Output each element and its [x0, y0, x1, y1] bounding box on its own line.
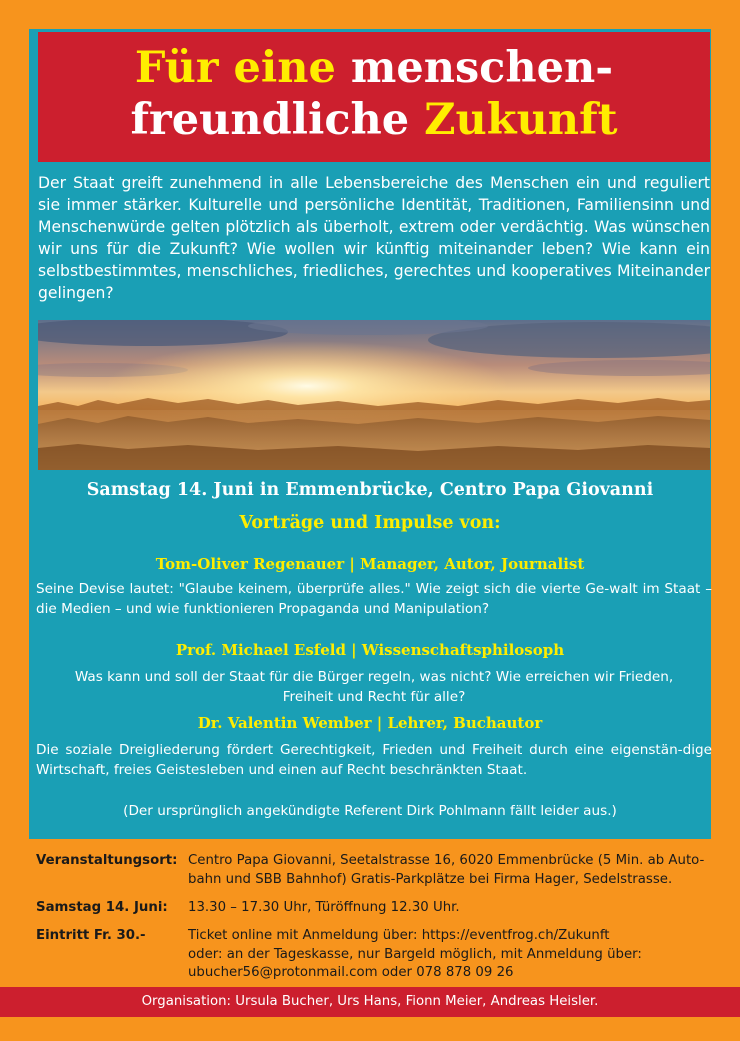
info-value-venue: [188, 852, 708, 889]
title-text-1: menschen-: [335, 43, 614, 93]
info-label-venue: Veranstaltungsort:: [36, 853, 178, 868]
cancellation-note: (Der ursprünglich angekündigte Referent Dirk Pohlmann fällt leider aus.): [123, 803, 617, 819]
speaker-3-description: Die soziale Dreigliederung fördert Gerechtigkeit, Frieden und Freiheit durch eine eigenstän-dige Wirtschaft, freies Geistesleben und einen auf Recht beschränkten Staat.: [36, 742, 712, 778]
info-label-date: Samstag 14. Juni:: [36, 900, 168, 915]
speaker-2-name: Prof. Michael Esfeld | Wissenschaftsphilosoph: [175, 641, 565, 659]
title-text-2: freundliche: [130, 95, 425, 145]
speaker-2-description-line-2: Freiheit und Recht für alle?: [282, 689, 466, 705]
speaker-1-description: Seine Devise lautet: "Glaube keinem, überprüfe alles." Wie zeigt sich die vierte Ge-walt im Staat – die Medien – und wie funktionieren Propaganda und Manipulation?: [36, 581, 712, 617]
organisation-footer: Organisation: Ursula Bucher, Urs Hans, Fionn Meier, Andreas Heisler.: [0, 987, 740, 1017]
speaker-2-description: [36, 667, 712, 707]
event-date-location: Samstag 14. Juni in Emmenbrücke, Centro Papa Giovanni: [86, 480, 654, 500]
info-entry-line-2: oder: an der Tageskasse, nur Bargeld möglich, mit Anmeldung über:: [188, 946, 642, 962]
title-highlight-1: Für eine: [134, 43, 336, 93]
speaker-1-name: Tom-Oliver Regenauer | Manager, Autor, Journalist: [155, 555, 585, 573]
ticket-link-line[interactable]: Ticket online mit Anmeldung über: https://eventfrog.ch/Zukunft: [188, 928, 610, 943]
info-value-time: [188, 899, 708, 918]
speaker-3-name: Dr. Valentin Wember | Lehrer, Buchautor: [197, 714, 543, 732]
intro-paragraph: Der Staat greift zunehmend in alle Lebensbereiche des Menschen ein und reguliert sie immer stärker. Kulturelle und persönliche Identität, Traditionen, Familiensinn und Menschenwürde gelten plötzlich als überholt, extrem oder verdächtig. Was wünschen wir uns für die Zukunft? Wie wollen wir künftig miteinander leben? Wie kann ein selbstbestimmtes, menschliches, friedliches, gerechtes und kooperatives Miteinander gelingen?: [38, 174, 710, 302]
info-venue-line-1: Centro Papa Giovanni, Seetalstrasse 16, 6020 Emmenbrücke (5 Min. ab Auto-: [188, 853, 705, 868]
sunrise-landscape-image: [38, 320, 710, 470]
title-line-2: [38, 94, 710, 146]
info-time-line-1: 13.30 – 17.30 Uhr, Türöffnung 12.30 Uhr.: [188, 900, 460, 915]
speaker-2-description-line-1: Was kann und soll der Staat für die Bürger regeln, was nicht? Wie erreichen wir Frieden,: [74, 669, 674, 685]
info-venue-line-2: bahn und SBB Bahnhof) Gratis-Parkplätze bei Firma Hager, Sedelstrasse.: [188, 871, 673, 887]
info-value-entry: [188, 927, 708, 983]
contact-email-line[interactable]: ubucher56@protonmail.com oder 078 878 09 26: [188, 965, 514, 980]
title-highlight-2: Zukunft: [424, 95, 618, 145]
title-line-1: [38, 42, 710, 94]
sunrise-landscape-graphic: [38, 320, 710, 470]
talks-heading: Vorträge und Impulse von:: [239, 513, 501, 533]
title-banner: [38, 32, 710, 162]
info-label-entry: Eintritt Fr. 30.-: [36, 928, 146, 943]
